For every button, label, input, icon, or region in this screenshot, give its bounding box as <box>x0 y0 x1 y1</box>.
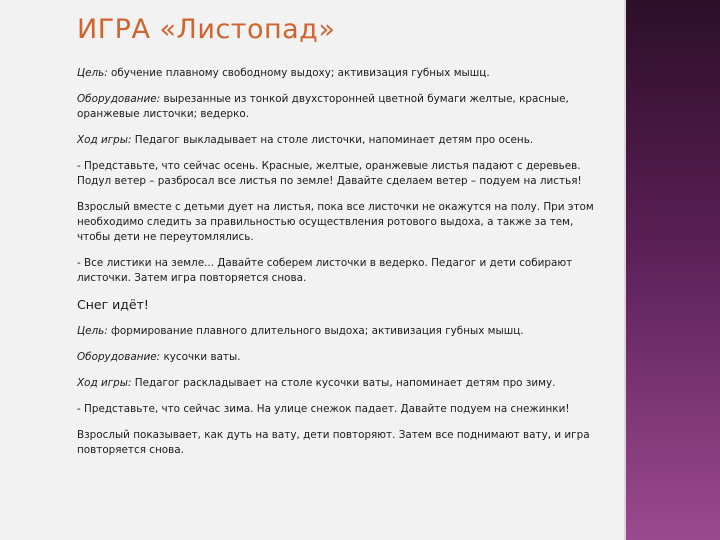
game1-course-label: Ход игры: <box>77 134 132 146</box>
game2-equipment-label: Оборудование: <box>77 351 161 363</box>
game1-goal-label: Цель: <box>77 67 108 79</box>
game1-paragraph-3: - Все листики на земле... Давайте соберем листочки в ведерко. Педагог и дети собирают листочки. Затем игра повторяется снова. <box>77 257 573 284</box>
game1-course <box>77 133 597 148</box>
game2-goal <box>77 324 597 339</box>
game2-course-label: Ход игры: <box>77 377 132 389</box>
game2-course-text: Педагог раскладывает на столе кусочки ваты, напоминает детям про зиму. <box>131 377 556 389</box>
game1-equipment-text: вырезанные из тонкой двухсторонней цветной бумаги желтые, красные, оранжевые листочки; ведерко. <box>77 93 569 120</box>
game1-goal-text: обучение плавному свободному выдоху; активизация губных мышц. <box>107 67 490 79</box>
game2-equipment <box>77 350 597 365</box>
page-title: ИГРА «Листопад» <box>77 14 336 45</box>
game1-equipment <box>77 92 597 122</box>
game2-equipment-text: кусочки ваты. <box>160 351 241 363</box>
game1-paragraph-1: - Представьте, что сейчас осень. Красные, желтые, оранжевые листья падают с деревьев. Подул ветер – разбросал все листья по земле! Давайте сделаем ветер – подуем на листья! <box>77 160 582 187</box>
game1-goal <box>77 66 597 81</box>
game2-paragraph-2: Взрослый показывает, как дуть на вату, дети повторяют. Затем все поднимают вату, и игра повторяется снова. <box>77 429 590 456</box>
game1-equipment-label: Оборудование: <box>77 93 161 105</box>
game2-goal-text: формирование плавного длительного выдоха; активизация губных мышц. <box>107 325 524 337</box>
decorative-side-bar <box>626 0 720 540</box>
game2-course <box>77 376 597 391</box>
slide-content <box>77 66 597 469</box>
game2-goal-label: Цель: <box>77 325 108 337</box>
game1-paragraph-2: Взрослый вместе с детьми дует на листья, пока все листочки не окажутся на полу. При этом необходимо следить за правильностью осуществления ротового выдоха, а также за тем, чтобы дети не переутомлялись. <box>77 201 594 243</box>
game2-heading: Снег идёт! <box>77 297 149 312</box>
game2-paragraph-1: - Представьте, что сейчас зима. На улице снежок падает. Давайте подуем на снежинки! <box>77 403 570 415</box>
game1-course-text: Педагог выкладывает на столе листочки, напоминает детям про осень. <box>131 134 534 146</box>
